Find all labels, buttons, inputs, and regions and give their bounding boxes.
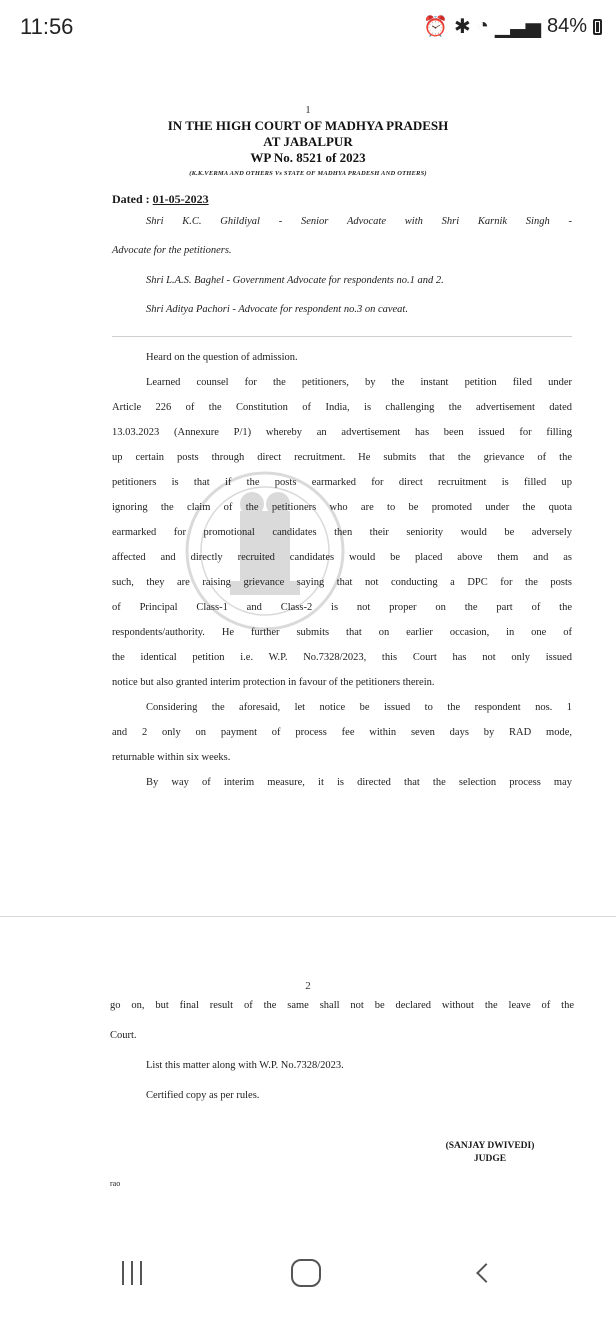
initials: rao [110, 1179, 121, 1188]
navigation-bar [0, 1226, 616, 1321]
cause-title: (K.K.VERMA AND OTHERS Vs STATE OF MADHYA PRADESH AND OTHERS) [189, 170, 427, 177]
body-line: up certain posts through direct recruitment. He submits that the grievance of the [112, 452, 572, 463]
body-line: go on, but final result of the same shall not be declared without the leave of the [110, 1000, 574, 1011]
dated-value: 01-05-2023 [152, 192, 209, 206]
body-line: Learned counsel for the petitioners, by the instant petition filed under [146, 377, 572, 388]
bluetooth-icon: ✱ [453, 16, 471, 38]
body-line: Certified copy as per rules. [146, 1090, 260, 1101]
body-line: respondents/authority. He further submits that on earlier occasion, in one of [112, 627, 572, 638]
status-bar [0, 0, 616, 56]
status-clock: 11:56 [20, 14, 74, 39]
recents-icon [122, 1261, 142, 1285]
document-page-2 [0, 976, 616, 1216]
alarm-icon: ⏰ [423, 16, 448, 38]
court-name: IN THE HIGH COURT OF MADHYA PRADESH [167, 118, 449, 133]
body-line: ignoring the claim of the petitioners who are to be promoted under the quota [112, 502, 572, 513]
appearance-line: Shri K.C. Ghildiyal - Senior Advocate with Shri Karnik Singh - [146, 216, 572, 227]
body-line: Considering the aforesaid, let notice be issued to the respondent nos. 1 [146, 702, 572, 713]
body-line: By way of interim measure, it is directed that the selection process may [146, 777, 572, 788]
back-icon [476, 1263, 496, 1283]
status-icons [423, 14, 602, 39]
page-break [0, 916, 616, 917]
section-divider [112, 336, 572, 337]
document-page-1 [0, 96, 616, 916]
body-line: the identical petition i.e. W.P. No.7328/2023, this Court has not only issued [112, 652, 572, 663]
recents-button[interactable] [102, 1248, 162, 1298]
appearance-line: Shri L.A.S. Baghel - Government Advocate for respondents no.1 and 2. [146, 275, 444, 286]
home-button[interactable] [276, 1248, 336, 1298]
dated-line [112, 192, 209, 207]
body-line: List this matter along with W.P. No.7328/2023. [146, 1060, 344, 1071]
back-button[interactable] [452, 1248, 512, 1298]
body-line: and 2 only on payment of process fee within seven days by RAD mode, [112, 727, 572, 738]
page-number: 2 [305, 980, 311, 992]
body-line: earmarked for promotional candidates then their seniority would be adversely [112, 527, 572, 538]
body-line: of Principal Class-1 and Class-2 is not proper on the part of the [112, 602, 572, 613]
body-line: Article 226 of the Constitution of India, is challenging the advertisement dated [112, 402, 572, 413]
body-line: Court. [110, 1030, 137, 1041]
body-line: 13.03.2023 (Annexure P/1) whereby an advertisement has been issued for filling [112, 427, 572, 438]
body-line: Heard on the question of admission. [146, 352, 298, 363]
body-line: returnable within six weeks. [112, 752, 231, 763]
bench-name: AT JABALPUR [263, 134, 353, 149]
body-line: petitioners is that if the posts earmarked for direct recruitment is filled up [112, 477, 572, 488]
appearance-line: Shri Aditya Pachori - Advocate for respondent no.3 on caveat. [146, 304, 408, 315]
signal-icon: ▁▃▅ [494, 16, 541, 38]
appearance-line: Advocate for the petitioners. [112, 245, 232, 256]
document-viewer[interactable] [0, 56, 616, 1226]
home-icon [291, 1259, 321, 1287]
battery-percentage: 84% [546, 15, 587, 37]
case-number: WP No. 8521 of 2023 [250, 150, 366, 165]
battery-icon [593, 19, 602, 35]
page-number: 1 [305, 104, 311, 116]
body-line: affected and directly recruited candidates would be placed above them and as [112, 552, 572, 563]
dated-label: Dated : [112, 192, 150, 206]
judge-title: JUDGE [473, 1154, 507, 1164]
body-line: notice but also granted interim protection in favour of the petitioners therein. [112, 677, 435, 688]
judge-name: (SANJAY DWIVEDI) [445, 1141, 535, 1151]
body-line: such, they are raising grievance saying that not conducting a DPC for the posts [112, 577, 572, 588]
wifi-icon: ◔ [476, 15, 489, 37]
